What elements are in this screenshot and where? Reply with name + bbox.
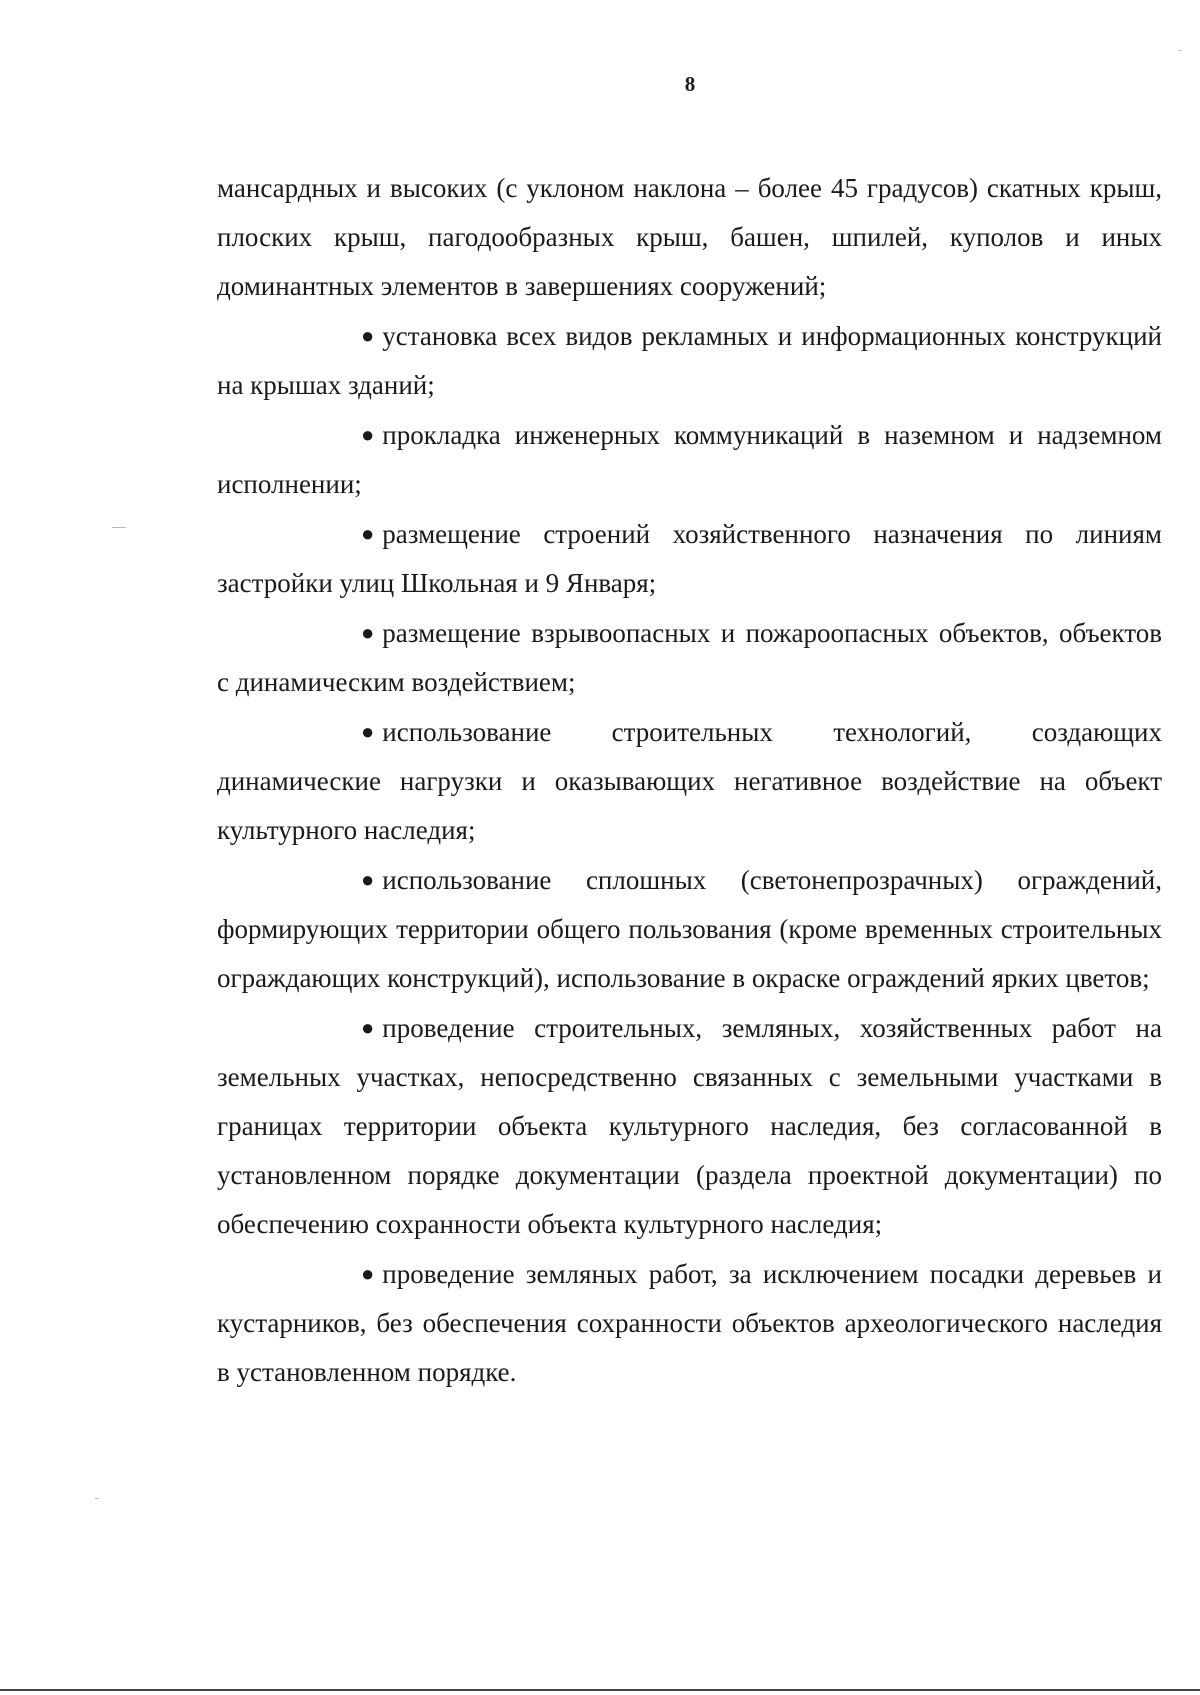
bullet-icon: ●: [361, 1261, 375, 1286]
list-item: [217, 509, 1162, 608]
bullet-icon: ●: [361, 521, 375, 546]
list-item: [217, 1003, 1162, 1249]
list-item: [217, 608, 1162, 707]
list-item: [217, 1249, 1162, 1397]
bullet-icon: ●: [361, 719, 375, 744]
scan-speck: [1178, 50, 1181, 51]
page-number: 8: [684, 72, 696, 96]
bullet-icon: ●: [361, 1015, 375, 1040]
list-item: [217, 707, 1162, 855]
list-item-text: использование сплошных (светонепрозрачных) ограждений, формирующих территории общего пользования (кроме временных строительных ограждающих конструкций), использование в окраске ограждений ярких цветов;: [217, 865, 1162, 993]
list-item-text: размещение строений хозяйственного назначения по линиям застройки улиц Школьная и 9 Января;: [217, 519, 1162, 598]
intro-paragraph: мансардных и высоких (с уклоном наклона – более 45 градусов) скатных крыш, плоских крыш, пагодообразных крыш, башен, шпилей, куполов и иных доминантных элементов в завершениях сооружений;: [217, 173, 1162, 301]
list-item-text: использование строительных технологий, создающих динамические нагрузки и оказывающих негативное воздействие на объект культурного наследия;: [217, 717, 1162, 845]
list-item: [217, 410, 1162, 509]
scan-speck: [95, 1498, 99, 1499]
bullet-icon: ●: [361, 620, 375, 645]
scan-speck: [112, 527, 126, 528]
list-item-text: установка всех видов рекламных и информационных конструкций на крышах зданий;: [217, 321, 1162, 400]
list-item-text: размещение взрывоопасных и пожароопасных объектов, объектов с динамическим воздействием;: [217, 618, 1162, 697]
list-item: [217, 311, 1162, 410]
bullet-icon: ●: [361, 867, 375, 892]
list-item-text: прокладка инженерных коммуникаций в наземном и надземном исполнении;: [217, 420, 1162, 499]
list-item: [217, 855, 1162, 1003]
page-bottom-edge: [0, 1689, 1200, 1691]
bullet-icon: ●: [361, 422, 375, 447]
bullet-icon: ●: [361, 323, 375, 348]
document-body: [217, 164, 1162, 1397]
list-item-text: проведение строительных, земляных, хозяйственных работ на земельных участках, непосредственно связанных с земельными участками в границах территории объекта культурного наследия, без согласованной в установленном порядке документации (раздела проектной документации) по обеспечению сохранности объекта культурного наследия;: [217, 1013, 1162, 1239]
list-item-text: проведение земляных работ, за исключением посадки деревьев и кустарников, без обеспечения сохранности объектов археологического наследия в установленном порядке.: [217, 1259, 1162, 1387]
